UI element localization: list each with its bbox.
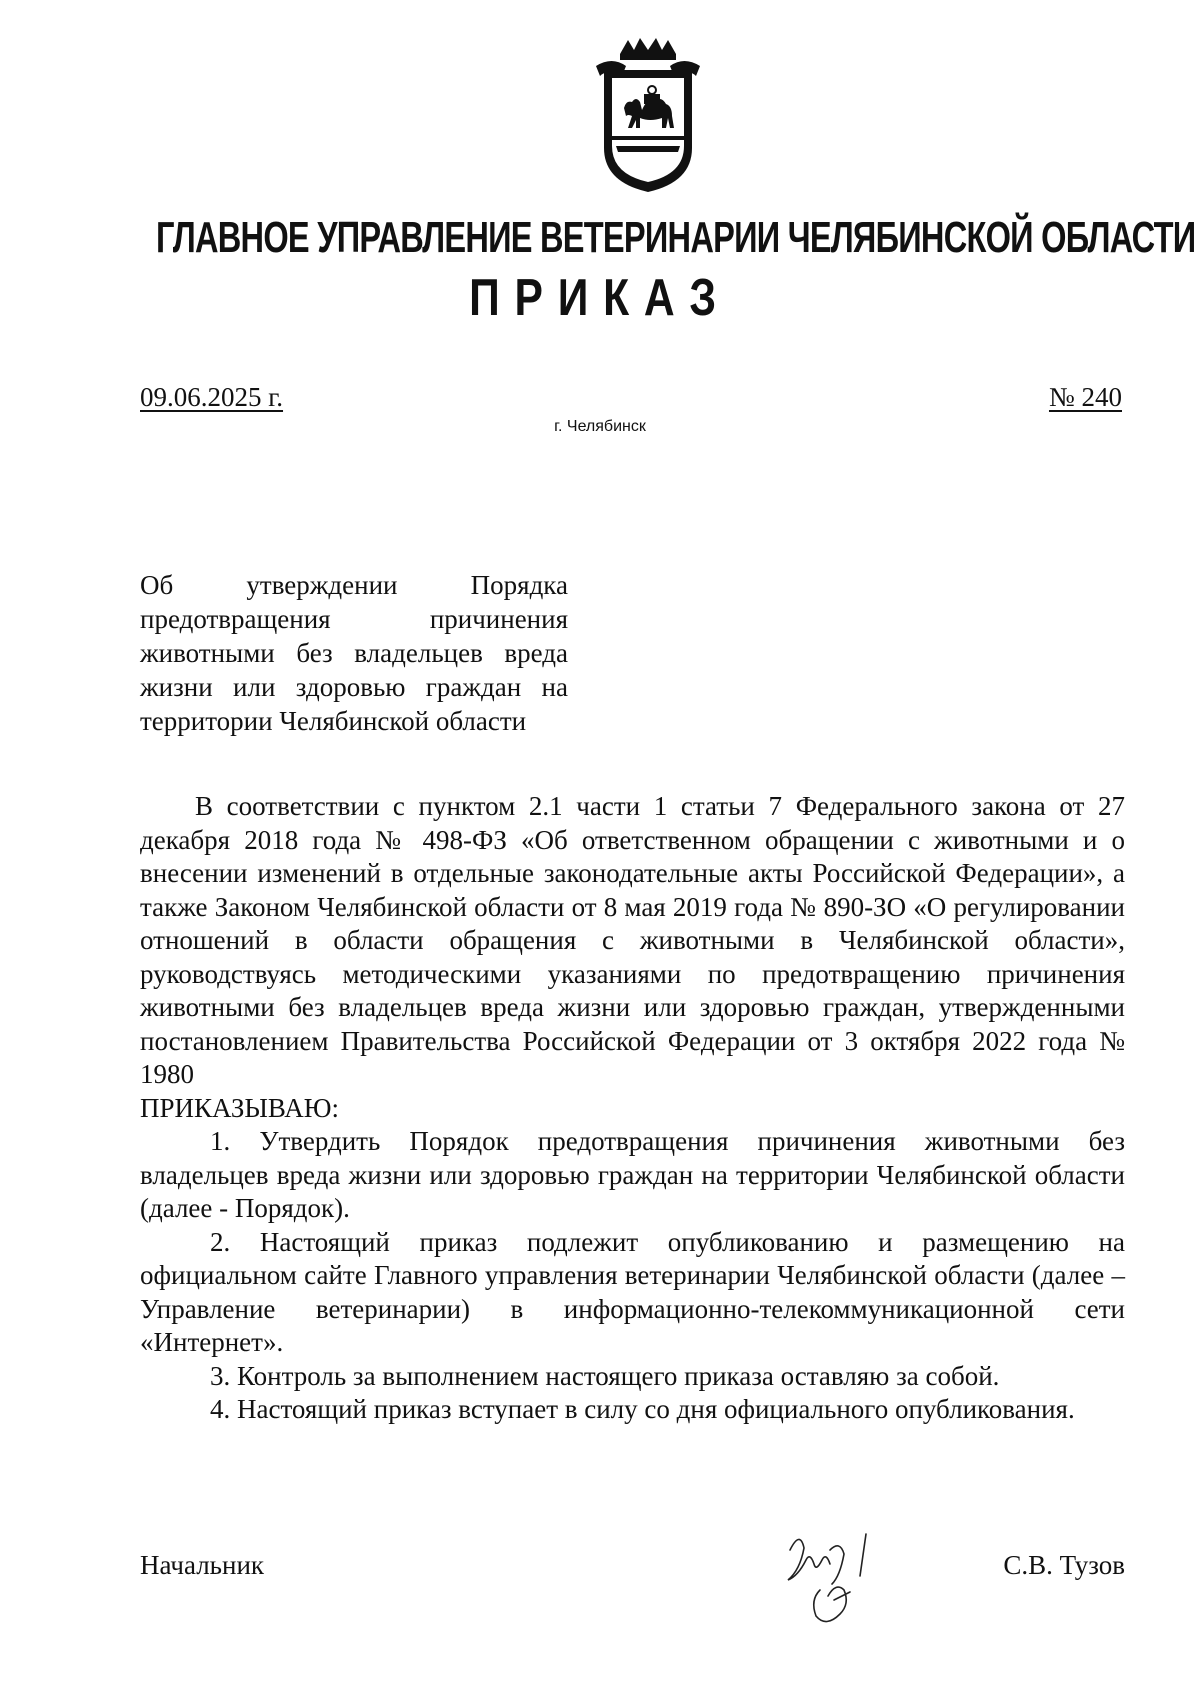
signatory-position: Начальник bbox=[140, 1550, 265, 1580]
document-number: № 240 bbox=[1048, 382, 1122, 412]
document-subject bbox=[140, 568, 568, 738]
document-date: 09.06.2025 г. bbox=[140, 382, 284, 412]
subject-line: животными без владельцев вреда bbox=[140, 638, 568, 668]
subject-line: Об утверждении Порядка bbox=[140, 570, 568, 600]
order-item: 2. Настоящий приказ подлежит опубликованию и размещению на официальном сайте Главного управления ветеринарии Челябинской области (далее – Управление ветеринарии) в информационно-телекоммуникационной сети «Интернет». bbox=[140, 1226, 1125, 1357]
order-word: ПРИКАЗЫВАЮ: bbox=[140, 1092, 339, 1123]
crown-icon bbox=[620, 38, 676, 60]
subject-line: жизни или здоровью граждан на bbox=[140, 672, 568, 702]
document-city: г. Челябинск bbox=[554, 418, 646, 435]
order-item: 3. Контроль за выполнением настоящего приказа оставляю за собой. bbox=[210, 1360, 1000, 1391]
document-body bbox=[140, 790, 1125, 1427]
organization-title: ГЛАВНОЕ УПРАВЛЕНИЕ ВЕТЕРИНАРИИ ЧЕЛЯБИНСКОЙ ОБЛАСТИ bbox=[156, 213, 1196, 262]
order-item: 4. Настоящий приказ вступает в силу со дня официального опубликования. bbox=[210, 1394, 1075, 1424]
preamble-paragraph: В соответствии с пунктом 2.1 части 1 статьи 7 Федерального закона от 27 декабря 2018 года № 498-ФЗ «Об ответственном обращении с животными и о внесении изменений в отдельные законодательные акты Российской Федерации», а также Законом Челябинской области от 8 мая 2019 года № 890-ЗО «О регулировании отношений в области обращения с животными в Челябинской области», руководствуясь методическими указаниями по предотвращению причинения животными без владельцев вреда жизни или здоровью граждан, утвержденными постановлением Правительства Российской Федерации от 3 октября 2022 года № 1980 bbox=[140, 791, 1125, 1089]
handwritten-signature bbox=[770, 1520, 920, 1640]
subject-line: предотвращения причинения bbox=[140, 604, 568, 634]
coat-of-arms-emblem bbox=[582, 36, 714, 196]
signatory-name: С.В. Тузов bbox=[1003, 1550, 1125, 1580]
subject-line: территории Челябинской области bbox=[140, 706, 527, 736]
order-item: 1. Утвердить Порядок предотвращения причинения животными без владельцев вреда жизни или здоровью граждан на территории Челябинской области (далее - Порядок). bbox=[140, 1126, 1125, 1223]
document-kind-title: ПРИКАЗ bbox=[469, 269, 731, 327]
